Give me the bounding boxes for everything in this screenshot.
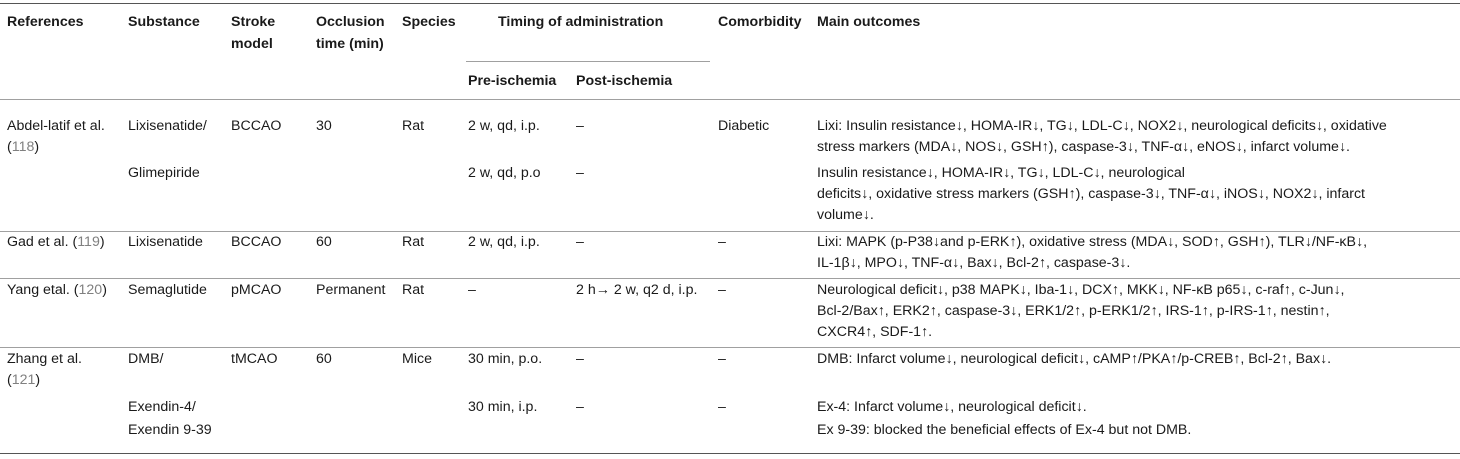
outcome-line: Lixi: MAPK (p-P38↓and p-ERK↑), oxidative stress (MDA↓, SOD↑, GSH↑), TLR↓/NF-κB↓, <box>817 234 1368 250</box>
header-bottom-rule <box>0 99 1460 100</box>
outcome-line: IL-1β↓, MPO↓, TNF-α↓, Bax↓, Bcl-2↑, caspase-3↓. <box>817 255 1131 271</box>
substance-cell: Lixisenatide <box>128 234 203 250</box>
substance-cell: Exendin 9-39 <box>128 422 212 438</box>
outcome-line: stress markers (MDA↓, NOS↓, GSH↑), caspase-3↓, TNF-α↓, eNOS↓, infarct volume↓. <box>817 139 1350 155</box>
stroke-model-cell: BCCAO <box>231 234 282 250</box>
pre-ischemia-cell: 2 w, qd, i.p. <box>468 234 540 250</box>
outcome-line: volume↓. <box>817 207 874 223</box>
header-substance: Substance <box>128 14 200 30</box>
comorbidity-cell: – <box>718 351 726 367</box>
stroke-model-cell: BCCAO <box>231 118 282 134</box>
occlusion-time-cell: 60 <box>316 351 332 367</box>
substance-cell: Exendin-4/ <box>128 399 196 415</box>
substance-cell: Lixisenatide/ <box>128 118 207 134</box>
species-cell: Rat <box>402 118 425 134</box>
reference-paren-open: ( <box>7 372 12 388</box>
header-occlusion-line1: Occlusion <box>316 14 385 30</box>
post-ischemia-cell: – <box>576 118 584 134</box>
occlusion-time-cell: Permanent <box>316 282 386 298</box>
header-references: References <box>7 14 84 30</box>
stroke-model-cell: tMCAO <box>231 351 278 367</box>
outcome-line: Bcl-2/Bax↑, ERK2↑, caspase-3↓, ERK1/2↑, p-ERK1/2↑, IRS-1↑, p-IRS-1↑, nestin↑, <box>817 303 1330 319</box>
outcome-line: DMB: Infarct volume↓, neurological deficit↓, cAMP↑/PKA↑/p-CREB↑, Bcl-2↑, Bax↓. <box>817 351 1332 367</box>
reference-citation-link[interactable]: 120 <box>78 282 103 298</box>
reference-paren-open: ( <box>73 282 79 298</box>
reference-cell <box>7 280 107 301</box>
post-ischemia-cell: – <box>576 234 584 250</box>
reference-paren-open: ( <box>7 139 12 155</box>
row-separator <box>0 347 1460 348</box>
outcome-line: Insulin resistance↓, HOMA-IR↓, TG↓, LDL-C↓, neurological <box>817 165 1185 181</box>
row-separator <box>0 278 1460 279</box>
header-stroke-model-line2: model <box>231 36 273 52</box>
outcome-line: Ex 9-39: blocked the beneficial effects of Ex-4 but not DMB. <box>817 422 1192 438</box>
species-cell: Rat <box>402 234 425 250</box>
occlusion-time-cell: 60 <box>316 234 332 250</box>
comorbidity-cell: – <box>718 234 726 250</box>
pre-ischemia-cell: 2 w, qd, i.p. <box>468 118 540 134</box>
comorbidity-cell: – <box>718 399 726 415</box>
header-post-ischemia: Post-ischemia <box>576 73 673 89</box>
post-ischemia-cell: – <box>576 351 584 367</box>
occlusion-time-cell: 30 <box>316 118 332 134</box>
table-bottom-rule <box>0 453 1460 454</box>
reference-paren-close: ) <box>102 282 107 298</box>
reference-authors: Zhang et al. <box>7 351 82 367</box>
substance-cell: DMB/ <box>128 351 164 367</box>
pre-ischemia-cell: 30 min, p.o. <box>468 351 543 367</box>
reference-citation-link[interactable]: 119 <box>77 234 100 250</box>
header-stroke-model-line1: Stroke <box>231 14 276 30</box>
outcome-line: CXCR4↑, SDF-1↑. <box>817 324 933 340</box>
reference-cell <box>7 116 105 158</box>
reference-paren-open: ( <box>72 234 78 250</box>
reference-citation-link[interactable]: 118 <box>11 139 35 155</box>
header-comorbidity: Comorbidity <box>718 14 802 30</box>
species-cell: Mice <box>402 351 432 367</box>
table-top-rule <box>0 3 1460 4</box>
reference-cell <box>7 349 82 391</box>
comorbidity-cell: Diabetic <box>718 118 770 134</box>
header-pre-ischemia: Pre-ischemia <box>468 73 557 89</box>
species-cell: Rat <box>402 282 425 298</box>
reference-authors: Abdel-latif et al. <box>7 118 105 134</box>
pre-ischemia-cell: 2 w, qd, p.o <box>468 165 541 181</box>
outcome-line: Neurological deficit↓, p38 MAPK↓, Iba-1↓, DCX↑, MKK↓, NF-κB p65↓, c-raf↑, c-Jun↓, <box>817 282 1345 298</box>
substance-cell: Glimepiride <box>128 165 200 181</box>
pre-ischemia-cell: – <box>468 282 476 298</box>
header-main-outcomes: Main outcomes <box>817 14 921 30</box>
post-ischemia-cell: – <box>576 165 584 181</box>
outcome-line: deficits↓, oxidative stress markers (GSH↑), caspase-3↓, TNF-α↓, iNOS↓, NOX2↓, infarct <box>817 186 1365 202</box>
reference-cell <box>7 232 105 253</box>
post-ischemia-cell: 2 h→ 2 w, q2 d, i.p. <box>576 282 698 298</box>
reference-authors: Gad et al. <box>7 234 69 250</box>
reference-paren-close: ) <box>34 139 40 155</box>
stroke-model-cell: pMCAO <box>231 282 282 298</box>
pre-ischemia-cell: 30 min, i.p. <box>468 399 538 415</box>
timing-subheader-rule <box>466 61 710 62</box>
post-ischemia-cell: – <box>576 399 584 415</box>
outcome-line: Ex-4: Infarct volume↓, neurological deficit↓. <box>817 399 1087 415</box>
reference-paren-close: ) <box>35 372 41 388</box>
reference-paren-close: ) <box>99 234 105 250</box>
header-species: Species <box>402 14 456 30</box>
comorbidity-cell: – <box>718 282 726 298</box>
reference-authors: Yang etal. <box>7 282 70 298</box>
reference-citation-link[interactable]: 121 <box>11 372 36 388</box>
substance-cell: Semaglutide <box>128 282 207 298</box>
outcome-line: Lixi: Insulin resistance↓, HOMA-IR↓, TG↓, LDL-C↓, NOX2↓, neurological deficits↓, oxidative <box>817 118 1387 134</box>
header-timing: Timing of administration <box>498 14 664 30</box>
header-occlusion-line2: time (min) <box>316 36 384 52</box>
